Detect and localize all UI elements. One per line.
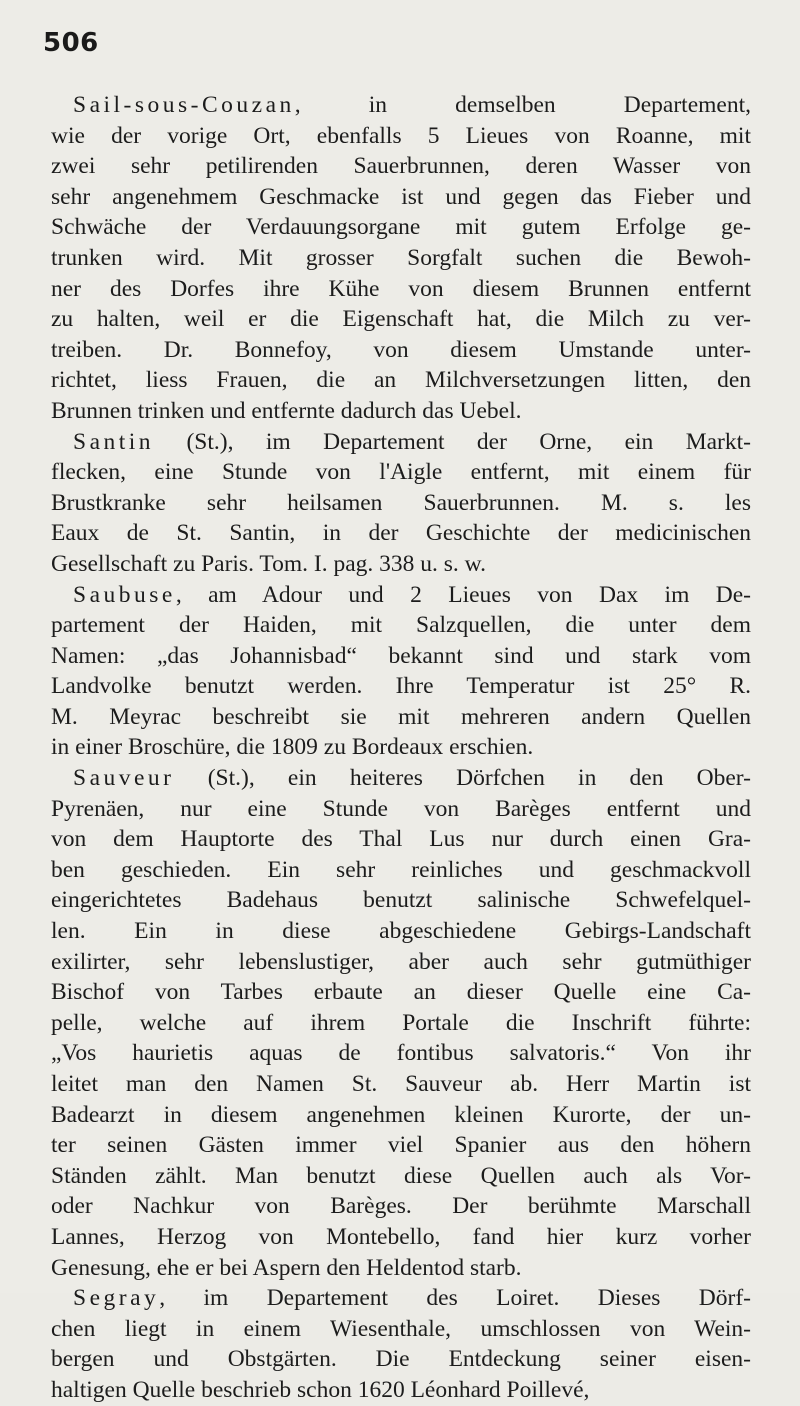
text-line: zu halten, weil er die Eigenschaft hat, die Milch zu ver- — [51, 306, 751, 333]
text-line: ter seinen Gästen immer viel Spanier aus den höhern — [51, 1132, 751, 1159]
entry-first-line — [51, 427, 751, 458]
text-line: ner des Dorfes ihre Kühe von diesem Brunnen entfernt — [51, 275, 751, 302]
text-line: trunken wird. Mit grosser Sorgfalt suchen die Bewoh- — [51, 244, 751, 271]
text-line: Namen: „das Johannisbad“ bekannt sind und stark vom — [51, 642, 751, 669]
text-line: Pyrenäen, nur eine Stunde von Barèges entfernt und — [51, 795, 751, 822]
page-number: 506 — [43, 28, 99, 58]
text-line: leitet man den Namen St. Sauveur ab. Herr Martin ist — [51, 1071, 751, 1097]
text-line: M. Meyrac beschreibt sie mit mehreren andern Quellen — [51, 703, 751, 730]
text-line: Landvolke benutzt werden. Ihre Temperatur ist 25° R. — [51, 673, 751, 700]
entry-line-text: , im Departement des Loiret. Dieses Dörf- — [159, 1285, 751, 1312]
entry-headword: Santin — [73, 428, 155, 455]
text-line: Ständen zählt. Man benutzt diese Quellen auch als Vor- — [51, 1162, 751, 1189]
text-line: bergen und Obstgärten. Die Entdeckung seiner eisen- — [51, 1346, 751, 1373]
text-line: Genesung, ehe er bei Aspern den Heldentod starb. — [51, 1254, 522, 1281]
entry-headword: Sauveur — [73, 765, 175, 792]
text-line: richtet, liess Frauen, die an Milchversetzungen litten, den — [51, 367, 751, 394]
entry-headword: Segray — [73, 1285, 160, 1312]
entry-first-line — [51, 90, 751, 121]
text-line: chen liegt in einem Wiesenthale, umschlossen von Wein- — [51, 1315, 751, 1342]
text-line: Brustkranke sehr heilsamen Sauerbrunnen. M. s. les — [51, 489, 751, 516]
text-line: haltigen Quelle beschrieb schon 1620 Léonhard Poillevé, — [51, 1376, 590, 1403]
entry-headword: Sail-sous-Couzan — [73, 92, 295, 118]
text-line: „Vos haurietis aquas de fontibus salvatoris.“ Von ihr — [51, 1040, 751, 1067]
text-line: Schwäche der Verdauungsorgane mit gutem Erfolge ge- — [51, 214, 751, 241]
text-line: Badearzt in diesem angenehmen kleinen Kurorte, der un- — [51, 1101, 751, 1128]
text-line: exilirter, sehr lebenslustiger, aber auch sehr gutmüthiger — [51, 948, 751, 975]
entry-first-line — [51, 1283, 751, 1314]
text-line: Bischof von Tarbes erbaute an dieser Quelle eine Ca- — [51, 979, 751, 1006]
entry-headword: Saubuse — [73, 581, 176, 608]
text-line: zwei sehr petilirenden Sauerbrunnen, deren Wasser von — [51, 153, 751, 180]
body-text — [51, 90, 751, 1406]
text-line: oder Nachkur von Barèges. Der berühmte Marschall — [51, 1193, 751, 1220]
text-line: Gesellschaft zu Paris. Tom. I. pag. 338 u. s. w. — [51, 550, 486, 577]
text-line: eingerichtetes Badehaus benutzt salinische Schwefelquel- — [51, 887, 751, 914]
text-line: von dem Hauptorte des Thal Lus nur durch einen Gra- — [51, 826, 751, 853]
text-line: treiben. Dr. Bonnefoy, von diesem Umstande unter- — [51, 336, 751, 363]
text-line: ben geschieden. Ein sehr reinliches und geschmackvoll — [51, 856, 751, 883]
entry-first-line — [51, 580, 751, 611]
text-line: pelle, welche auf ihrem Portale die Inschrift führte: — [51, 1009, 751, 1036]
entry-line-text: , in demselben Departement, — [294, 92, 751, 118]
text-line: flecken, eine Stunde von l'Aigle entfernt, mit einem für — [51, 459, 751, 486]
entry-line-text: , am Adour und 2 Lieues von Dax im De- — [175, 581, 751, 608]
entry-line-text: (St.), ein heiteres Dörfchen in den Ober- — [174, 765, 751, 792]
entry-first-line — [51, 763, 751, 794]
entry-line-text: (St.), im Departement der Orne, ein Markt- — [154, 428, 751, 455]
text-line: in einer Broschüre, die 1809 zu Bordeaux erschien. — [51, 734, 534, 761]
text-line: Lannes, Herzog von Montebello, fand hier kurz vorher — [51, 1223, 751, 1250]
text-line: wie der vorige Ort, ebenfalls 5 Lieues von Roanne, mit — [51, 122, 751, 149]
text-line: sehr angenehmem Geschmacke ist und gegen das Fieber und — [51, 183, 751, 210]
text-line: partement der Haiden, mit Salzquellen, die unter dem — [51, 612, 751, 639]
text-line: len. Ein in diese abgeschiedene Gebirgs-Landschaft — [51, 918, 751, 945]
text-line: Eaux de St. Santin, in der Geschichte der medicinischen — [51, 520, 751, 547]
text-line: Brunnen trinken und entfernte dadurch das Uebel. — [51, 397, 522, 424]
